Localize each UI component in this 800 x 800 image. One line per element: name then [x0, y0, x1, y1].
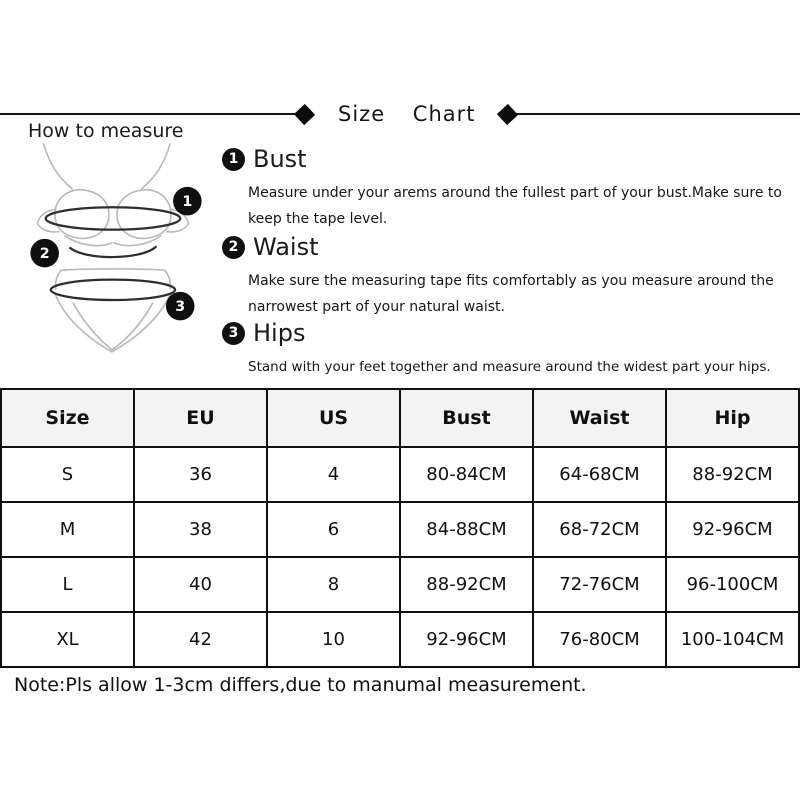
cell-us: 10: [267, 612, 400, 667]
svg-text:3: 3: [175, 299, 186, 316]
cell-hip: 88-92CM: [666, 447, 799, 502]
figure-hip-tape: [51, 280, 175, 300]
hips-title: Hips: [253, 319, 306, 347]
measurement-figure-illustration: [14, 140, 218, 354]
diamond-right-icon: [496, 103, 517, 124]
section-bust: [222, 144, 792, 232]
hips-heading-row: [222, 318, 792, 348]
figure-cup-right: [117, 190, 171, 239]
table-row-xl: [1, 612, 799, 667]
waist-marker-badge: [30, 239, 59, 268]
cell-us: 6: [267, 502, 400, 557]
bust-number-badge: 1: [222, 148, 245, 171]
bust-description: Measure under your arems around the fullest part of your bust.Make sure to keep the tape level.: [248, 185, 782, 227]
cell-size: S: [1, 447, 134, 502]
col-header-us: US: [267, 389, 400, 447]
note-text: Note:Pls allow 1-3cm differs,due to manumal measurement.: [14, 674, 587, 696]
cell-eu: 40: [134, 557, 267, 612]
table-row-s: [1, 447, 799, 502]
cell-waist: 76-80CM: [533, 612, 666, 667]
title-divider-left: [0, 113, 297, 115]
figure-bust-tape: [46, 207, 181, 229]
cell-size: M: [1, 502, 134, 557]
cell-us: 8: [267, 557, 400, 612]
cell-size: L: [1, 557, 134, 612]
waist-description: Make sure the measuring tape fits comfortably as you measure around the narrowest part of your natural waist.: [248, 273, 774, 315]
figure-briefs-outline: [55, 293, 171, 352]
table-header-row: [1, 389, 799, 447]
cell-bust: 88-92CM: [400, 557, 533, 612]
hips-number-badge: 3: [222, 322, 245, 345]
title-divider-right: [515, 113, 800, 115]
col-header-eu: EU: [134, 389, 267, 447]
col-header-waist: Waist: [533, 389, 666, 447]
col-header-hip: Hip: [666, 389, 799, 447]
hips-description: Stand with your feet together and measure around the widest part your hips.: [248, 359, 771, 375]
waist-title: Waist: [253, 233, 319, 261]
svg-text:1: 1: [182, 194, 193, 211]
cell-waist: 72-76CM: [533, 557, 666, 612]
how-to-measure-label: How to measure: [28, 120, 184, 142]
cell-eu: 42: [134, 612, 267, 667]
figure-leg-line-left: [73, 303, 112, 350]
cell-hip: 92-96CM: [666, 502, 799, 557]
section-hips: [222, 318, 792, 380]
cell-bust: 80-84CM: [400, 447, 533, 502]
figure-cup-left: [55, 190, 109, 239]
cell-size: XL: [1, 612, 134, 667]
figure-strap-right: [141, 144, 170, 189]
diamond-left-icon: [294, 103, 315, 124]
col-header-bust: Bust: [400, 389, 533, 447]
col-header-size: Size: [1, 389, 134, 447]
cell-hip: 96-100CM: [666, 557, 799, 612]
table-row-l: [1, 557, 799, 612]
cell-eu: 36: [134, 447, 267, 502]
svg-text:2: 2: [39, 246, 50, 263]
figure-waist-tape: [70, 247, 156, 257]
cell-hip: 100-104CM: [666, 612, 799, 667]
cell-eu: 38: [134, 502, 267, 557]
hip-marker-badge: [166, 292, 195, 321]
page-title: Size Chart: [338, 102, 476, 126]
bust-marker-badge: [173, 187, 202, 216]
bust-title: Bust: [253, 145, 307, 173]
figure-waistband-top: [61, 269, 165, 271]
cell-waist: 64-68CM: [533, 447, 666, 502]
figure-strap-left: [44, 144, 73, 189]
cell-us: 4: [267, 447, 400, 502]
table-row-m: [1, 502, 799, 557]
section-waist: [222, 232, 792, 320]
size-table: [0, 388, 800, 668]
bust-heading-row: [222, 144, 792, 174]
cell-waist: 68-72CM: [533, 502, 666, 557]
waist-number-badge: 2: [222, 236, 245, 259]
cell-bust: 92-96CM: [400, 612, 533, 667]
cell-bust: 84-88CM: [400, 502, 533, 557]
waist-heading-row: [222, 232, 792, 262]
